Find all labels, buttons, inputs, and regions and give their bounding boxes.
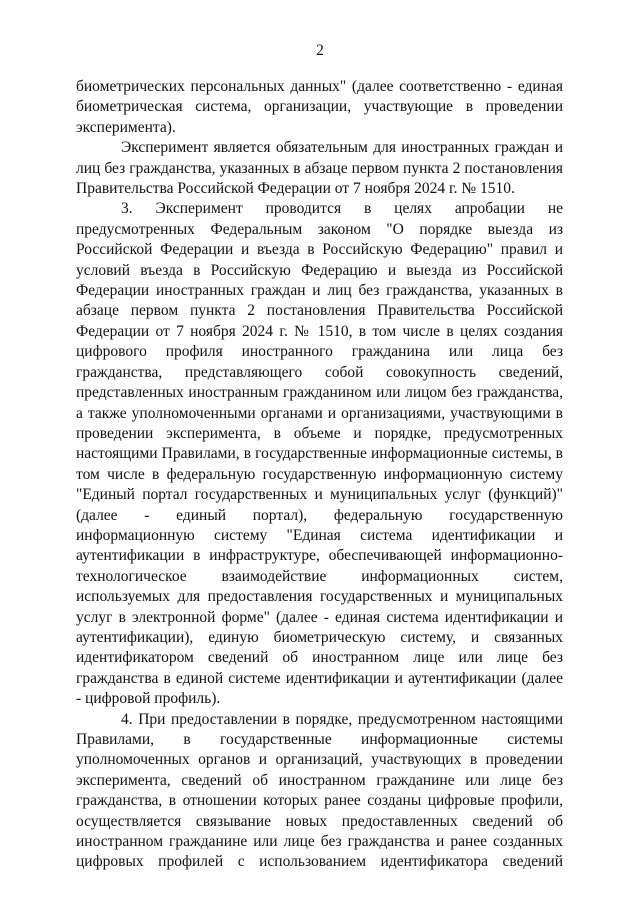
page-number: 2 (316, 42, 324, 59)
paragraph-item-3: 3. Эксперимент проводится в целях апробации не предусмотренных Федеральным законом "О порядке выезда из Российской Федерации и въезда в Российскую Федерацию" правил и условий въезда в Российскую Федерацию и выезда из Российской Федерации иностранных граждан и лиц без гражданства, указанных в абзаце первом пункта 2 постановления Правительства Российской Федерации от 7 ноября 2024 г. № 1510, в том числе в целях создания цифрового профиля иностранного гражданина или лица без гражданства, представляющего собой совокупность сведений, представленных иностранным гражданином или лицом без гражданства, а также уполномоченными органами и организациями, участвующими в проведении эксперимента, в объеме и порядке, предусмотренных настоящими Правилами, в государственные информационные системы, в том числе в федеральную государственную информационную систему "Единый портал государственных и муниципальных услуг (функций)" (далее - единый портал), федеральную государственную информационную систему "Единая система идентификации и аутентификации в инфраструктуре, обеспечивающей информационно-технологическое взаимодействие информационных систем, используемых для предоставления государственных и муниципальных услуг в электронной форме" (далее - единая система идентификации и аутентификации), единую биометрическую систему, и связанных идентификатором сведений об иностранном лице или лице без гражданства в единой системе идентификации и аутентификации (далее - цифровой профиль). (76, 200, 563, 708)
paragraph-experiment-mandatory: Эксперимент является обязательным для иностранных граждан и лиц без гражданства, указанных в абзаце первом пункта 2 постановления Правительства Российской Федерации от 7 ноября 2024 г. № 1510. (76, 139, 563, 198)
document-body (76, 77, 563, 873)
paragraph-item-4: 4. При предоставлении в порядке, предусмотренном настоящими Правилами, в государственные информационные системы уполномоченных органов и организаций, участвующих в проведении эксперимента, сведений об иностранном гражданине или лице без гражданства, в отношении которых ранее созданы цифровые профили, осуществляется связывание новых предоставленных сведений об иностранном гражданине или лице без гражданства и ранее созданных цифровых профилей с использованием идентификатора сведений (76, 710, 563, 871)
paragraph-continuation: биометрических персональных данных" (далее соответственно - единая биометрическая система, организации, участвующие в проведении эксперимента). (76, 78, 563, 136)
